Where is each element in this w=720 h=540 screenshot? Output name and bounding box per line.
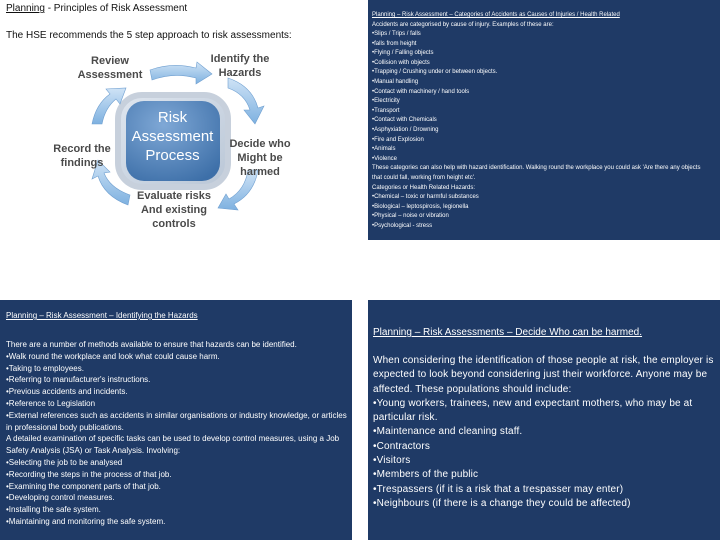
list-item: •Recording the steps in the process of that job. <box>6 469 172 479</box>
step-record-findings: Record the findings <box>53 143 111 169</box>
list-item: •Examining the component parts of that job. <box>6 481 161 491</box>
body-line: These categories can also help with hazard identification. Walking round the workplace you could ask 'Are there any objects that could fall, working from height etc'. <box>372 165 701 181</box>
slide-accident-categories <box>368 0 720 240</box>
list-item: •Psychological - stress <box>372 222 433 229</box>
list-item: •Selecting the job to be analysed <box>6 457 123 467</box>
list-item: •Slips / Trips / falls <box>372 31 421 38</box>
body-line: Accidents are categorised by cause of injury. Examples of these are: <box>372 21 554 28</box>
list-item: •Young workers, trainees, new and expectant mothers, who may be at particular risk. <box>373 397 693 424</box>
list-item: •Walk round the workplace and look what could cause harm. <box>6 351 220 361</box>
slide-identifying-hazards <box>0 300 352 540</box>
risk-assessment-cycle-diagram <box>0 0 352 240</box>
list-item: •Physical – noise or vibration <box>372 213 449 220</box>
step-identify-hazards: Identify the Hazards <box>210 53 270 79</box>
list-item: •Taking to employees. <box>6 363 84 373</box>
list-item: •Violence <box>372 155 398 162</box>
list-item: •Trespassers (if it is a risk that a trespasser may enter) <box>373 483 624 495</box>
center-label: Risk Assessment Process <box>131 109 214 164</box>
list-item: •Contractors <box>373 440 430 452</box>
slide-principles-of-risk-assessment <box>0 0 352 240</box>
slide-title: Planning - Principles of Risk Assessment <box>6 3 188 14</box>
list-item: •Developing control measures. <box>6 493 115 503</box>
body-line: When considering the identification of those people at risk, the employer is expected to look beyond considering just their workforce. Anyone may be affected. These populations should include: <box>373 355 714 395</box>
list-item: •Electricity <box>372 98 400 105</box>
slide-title: Planning – Risk Assessments – Decide Who can be harmed. <box>373 327 643 338</box>
step-review-assessment: Review Assessment <box>77 55 143 81</box>
step-evaluate-risks: Evaluate risks And existing controls <box>137 190 211 230</box>
slide-body <box>373 354 716 511</box>
list-item: •Contact with machinery / hand tools <box>372 88 470 95</box>
list-item: •Chemical – toxic or harmful substances <box>372 194 479 201</box>
slide-title: Planning – Risk Assessment – Identifying the Hazards <box>6 311 198 320</box>
list-item: •External references such as accidents in similar organisations or industry knowledge, or articles in professional body publications. <box>6 410 347 432</box>
slide-decide-who-harmed <box>368 300 720 540</box>
step-decide-who-harmed: Decide who Might be harmed <box>229 138 291 178</box>
list-item: •Manual handling <box>372 79 419 86</box>
list-item: •Installing the safe system. <box>6 505 101 515</box>
list-item: •Neighbours (if there is a change they could be affected) <box>373 497 631 509</box>
body-line: A detailed examination of specific tasks can be used to develop control measures, using a Job Safety Analysis (JSA) or Task Analysis. Involving: <box>6 434 340 456</box>
list-item: •Animals <box>372 146 396 153</box>
body-line: Categories or Health Related Hazards: <box>372 184 476 191</box>
list-item: •Visitors <box>373 455 411 467</box>
list-item: •Maintenance and cleaning staff. <box>373 426 523 438</box>
slide-body <box>372 21 712 232</box>
list-item: •Flying / Falling objects <box>372 50 434 57</box>
slide-body <box>6 339 348 528</box>
list-item: •Transport <box>372 107 400 114</box>
list-item: •Fire and Explosion <box>372 136 424 143</box>
list-item: •Collision with objects <box>372 59 430 66</box>
list-item: •Contact with Chemicals <box>372 117 437 124</box>
list-item: •Previous accidents and incidents. <box>6 387 128 397</box>
list-item: •Maintaining and monitoring the safe system. <box>6 516 166 526</box>
body-line: There are a number of methods available to ensure that hazards can be identified. <box>6 340 297 349</box>
list-item: •Reference to Legislation <box>6 398 96 408</box>
list-item: •Biological – leptospirosis, legionella <box>372 203 469 210</box>
slide-title: Planning – Risk Assessment – Categories of Accidents as Causes of Injuries / Health Related <box>372 12 620 18</box>
intro-text: The HSE recommends the 5 step approach to risk assessments: <box>6 30 292 41</box>
list-item: •Asphyxiation / Drowning <box>372 127 439 134</box>
list-item: •Members of the public <box>373 469 479 481</box>
list-item: •Trapping / Crushing under or between objects. <box>372 69 498 76</box>
list-item: •falls from height <box>372 40 417 47</box>
list-item: •Referring to manufacturer's instructions. <box>6 375 151 385</box>
